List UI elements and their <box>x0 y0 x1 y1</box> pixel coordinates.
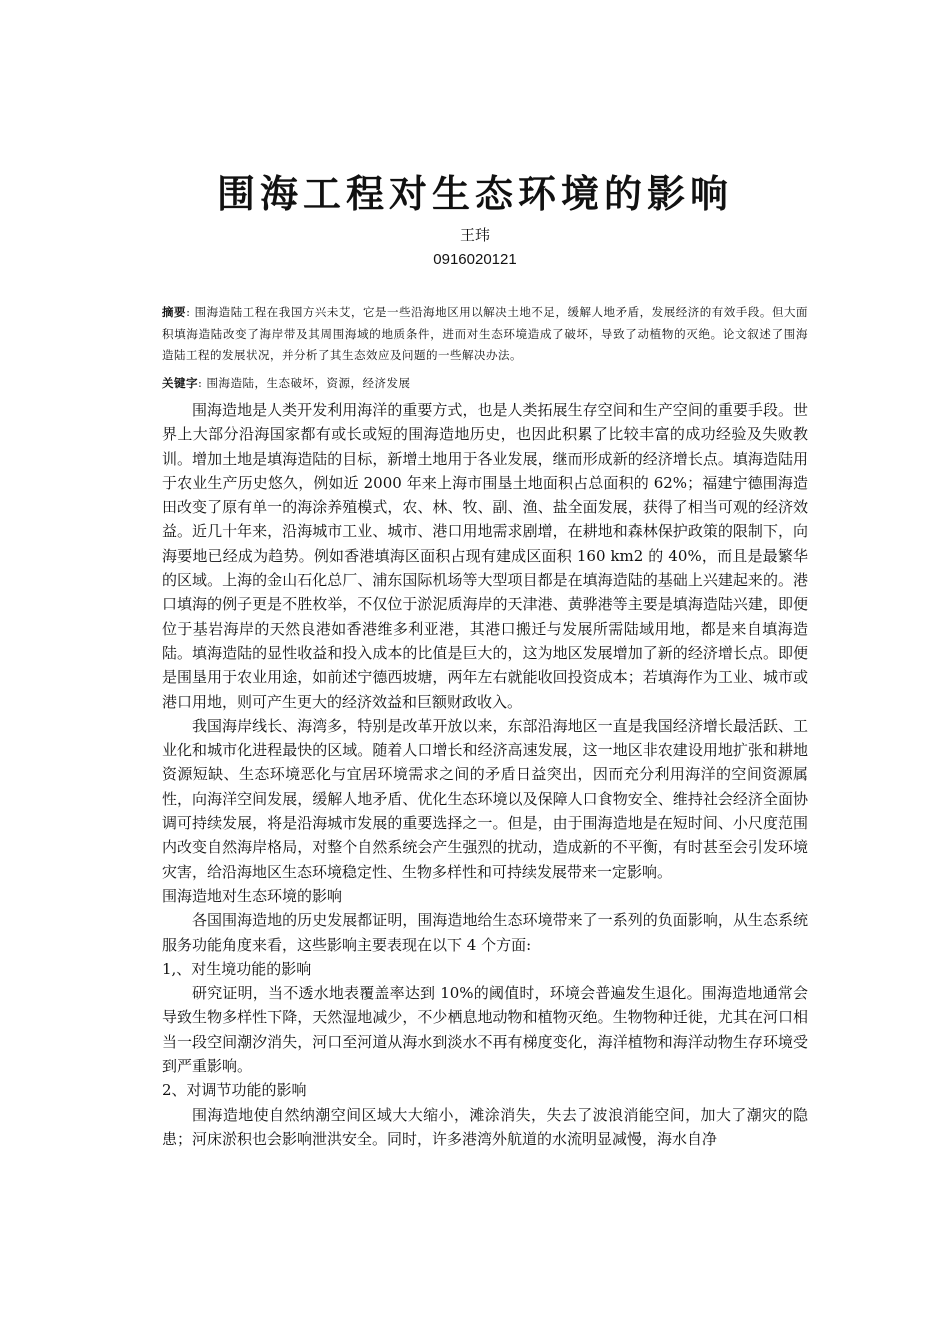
paragraph-4: 研究证明，当不透水地表覆盖率达到 10%的阈值时，环境会普遍发生退化。围海造地通常会导致生物多样性下降，天然湿地减少，不少栖息地动物和植物灭绝。生物物种迁徙，尤其在河口相当一段空间潮汐消失，河口至河道从海水到淡水不再有梯度变化，海洋植物和海洋动物生存环境受到严重影响。 <box>162 984 808 1076</box>
abstract-label: 摘要 <box>162 305 187 319</box>
abstract <box>162 302 808 367</box>
body-text <box>162 398 808 1151</box>
paragraph-1: 围海造地是人类开发利用海洋的重要方式，也是人类拓展生存空间和生产空间的重要手段。世界上大部分沿海国家都有或长或短的围海造地历史，也因此积累了比较丰富的成功经验及失败教训。增加土地是填海造陆的目标，新增土地用于各业发展，继而形成新的经济增长点。填海造陆用于农业生产历史悠久，例如近 2000 年来上海市围垦土地面积占总面积的 62%；福建宁德围海造田改变了原有单一的海涂养殖模式，农、林、牧、副、渔、盐全面发展，获得了相当可观的经济效益。近几十年来，沿海城市工业、城市、港口用地需求剧增，在耕地和森林保护政策的限制下，向海要地已经成为趋势。例如香港填海区面积占现有建成区面积 160 km2 的 40%，而且是最繁华的区域。上海的金山石化总厂、浦东国际机场等大型项目都是在填海造陆的基础上兴建起来的。港口填海的例子更是不胜枚举，不仅位于淤泥质海岸的天津港、黄骅港等主要是填海造陆兴建，即便位于基岩海岸的天然良港如香港维多利亚港，其港口搬迁与发展所需陆域用地，都是来自填海造陆。填海造陆的显性收益和投入成本的比值是巨大的，这为地区发展增加了新的经济增长点。即便是围垦用于农业用途，如前述宁德西坡塘，两年左右就能收回投资成本；若填海作为工业、城市或港口用地，则可产生更大的经济效益和巨额财政收入。 <box>162 401 808 711</box>
keywords-text: : 围海造陆，生态破坏，资源，经济发展 <box>198 376 411 390</box>
student-id: 0916020121 <box>433 251 517 268</box>
author-name: 王玮 <box>459 227 490 244</box>
paragraph-2: 我国海岸线长、海湾多，特别是改革开放以来，东部沿海地区一直是我国经济增长最活跃、工业化和城市化进程最快的区域。随着人口增长和经济高速发展，这一地区非农建设用地扩张和耕地资源短缺、生态环境恶化与宜居环境需求之间的矛盾日益突出，因而充分利用海洋的空间资源属性，向海洋空间发展，缓解人地矛盾、优化生态环境以及保障人口食物安全、维持社会经济全面协调可持续发展，将是沿海城市发展的重要选择之一。但是，由于围海造地是在短时间、小尺度范围内改变自然海岸格局，对整个自然系统会产生强烈的扰动，造成新的不平衡，有时甚至会引发环境灾害，给沿海地区生态环境稳定性、生物多样性和可持续发展带来一定影响。 <box>162 716 808 881</box>
subsection-heading-2: 2、对调节功能的影响 <box>162 1081 307 1100</box>
keywords <box>162 373 808 395</box>
paper-title: 围海工程对生态环境的影响 <box>216 172 733 216</box>
abstract-text: : 围海造陆工程在我国方兴未艾，它是一些沿海地区用以解决土地不足，缓解人地矛盾，发展经济的有效手段。但大面积填海造陆改变了海岸带及其周围海域的地质条件，进而对生态环境造成了破坏，导致了动植物的灭绝。论文叙述了围海造陆工程的发展状况，并分析了其生态效应及问题的一些解决办法。 <box>162 305 808 362</box>
paragraph-5: 围海造地使自然纳潮空间区域大大缩小，滩涂消失，失去了波浪消能空间，加大了潮灾的隐患；河床淤积也会影响泄洪安全。同时，许多港湾外航道的水流明显减慢，海水自净 <box>162 1105 808 1148</box>
subsection-heading-1: 1,、对生境功能的影响 <box>162 959 312 978</box>
section-heading: 围海造地对生态环境的影响 <box>162 886 343 905</box>
keywords-label: 关键字 <box>162 376 198 390</box>
paragraph-3: 各国围海造地的历史发展都证明，围海造地给生态环境带来了一系列的负面影响，从生态系统服务功能角度来看，这些影响主要表现在以下 4 个方面: <box>162 911 808 954</box>
